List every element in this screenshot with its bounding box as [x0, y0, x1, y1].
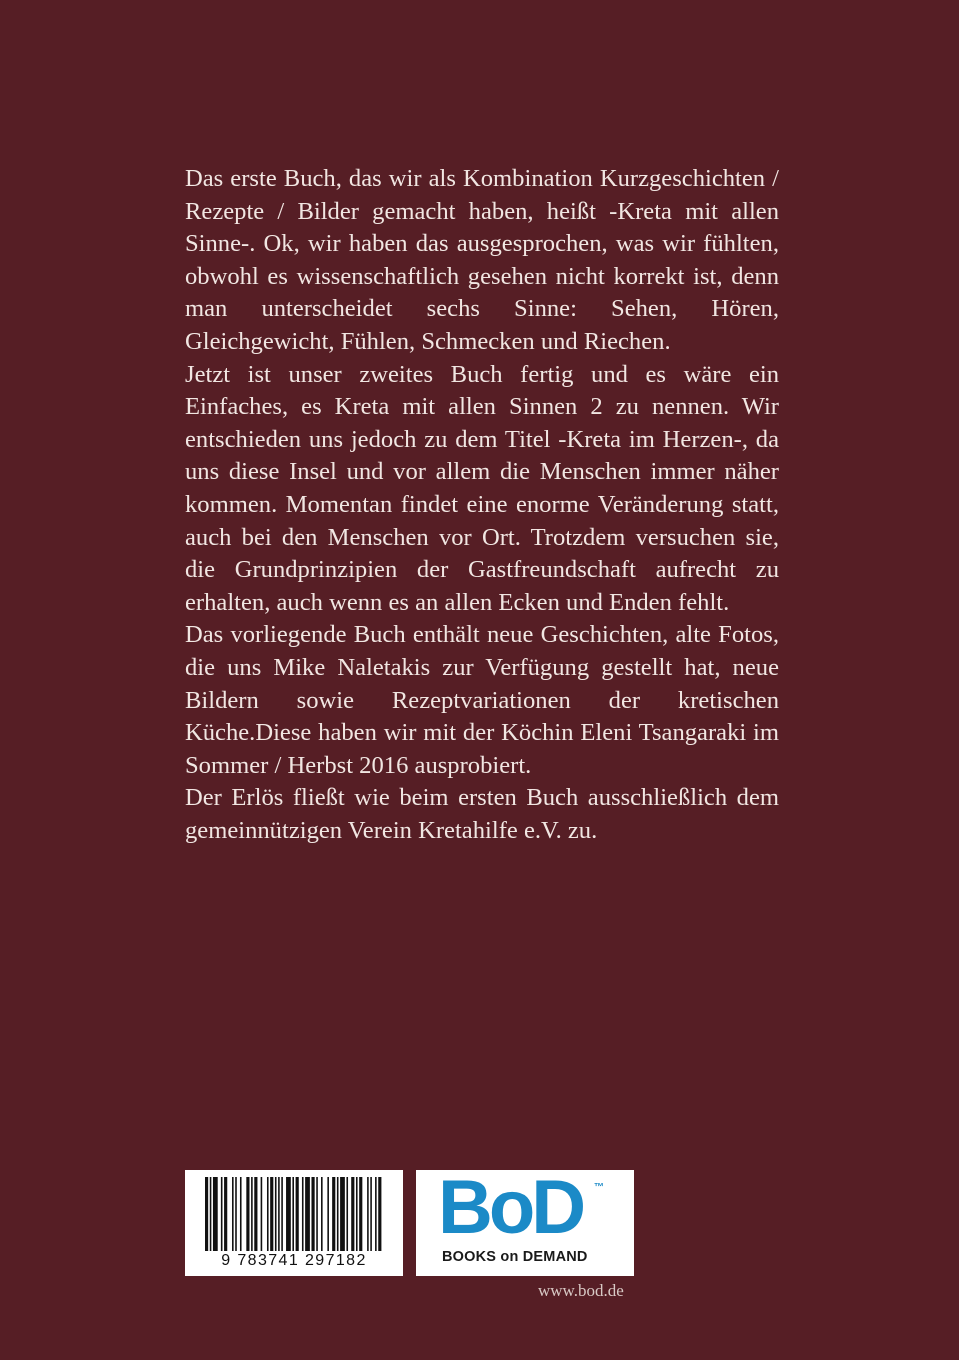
barcode-bar — [210, 1177, 212, 1251]
barcode-bars — [205, 1177, 383, 1251]
barcode-bar — [278, 1177, 280, 1251]
barcode-bar — [240, 1177, 242, 1251]
barcode-bar — [305, 1177, 310, 1251]
back-cover-blurb — [185, 163, 779, 847]
blurb-paragraph-4: Der Erlös fließt wie beim ersten Buch ausschließlich dem gemeinnützigen Verein Kretahilfe e.V. zu. — [185, 784, 779, 844]
publisher-tagline: BOOKS on DEMAND — [442, 1249, 588, 1265]
barcode-bar — [351, 1177, 354, 1251]
barcode-bar — [286, 1177, 291, 1251]
barcode-bar — [370, 1177, 372, 1251]
barcode-bar — [378, 1177, 381, 1251]
barcode-bar — [375, 1177, 377, 1251]
barcode-bar — [346, 1177, 348, 1251]
barcode-bar — [327, 1177, 329, 1251]
barcode-bar — [356, 1177, 358, 1251]
barcode-bar — [340, 1177, 345, 1251]
barcode-bar — [367, 1177, 369, 1251]
bod-logo: BoD — [438, 1165, 583, 1250]
blurb-paragraph-2: Jetzt ist unser zweites Buch fertig und es wäre ein Einfaches, es Kreta mit allen Sinnen 2 zu nennen. Wir entschieden uns jedoch zu dem Titel -Kreta im Herzen-, da uns diese Insel und vor allem die Menschen immer näher kommen. Momentan findet eine enorme Veränderung statt, auch bei den Menschen vor Ort. Trotzdem versuchen sie, die Grundprinzipien der Gastfreundschaft aufrecht zu erhalten, auch wenn es an allen Ecken und Enden fehlt. — [185, 360, 779, 616]
barcode-bar — [235, 1177, 237, 1251]
isbn-barcode — [185, 1170, 403, 1276]
blurb-paragraph-3: Das vorliegende Buch enthält neue Geschichten, alte Fotos, die uns Mike Naletakis zur Verfügung gestellt hat, neue Bildern sowie Rezeptvariationen der kretischen Küche.Diese haben wir mit der Köchin Eleni Tsangaraki im Sommer / Herbst 2016 ausprobiert. — [185, 621, 779, 779]
barcode-bar — [275, 1177, 277, 1251]
barcode-bar — [296, 1177, 299, 1251]
barcode-bar — [337, 1177, 339, 1251]
trademark-mark: ™ — [594, 1182, 604, 1193]
publisher-website: www.bod.de — [538, 1281, 624, 1300]
barcode-bar — [221, 1177, 223, 1251]
barcode-bar — [270, 1177, 273, 1251]
barcode-bar — [261, 1177, 263, 1251]
barcode-bar — [292, 1177, 294, 1251]
barcode-bar — [316, 1177, 318, 1251]
barcode-bar — [311, 1177, 314, 1251]
barcode-bar — [254, 1177, 257, 1251]
barcode-bar — [251, 1177, 253, 1251]
publisher-logo-box — [416, 1165, 634, 1276]
barcode-bar — [205, 1177, 208, 1251]
barcode-bar — [332, 1177, 335, 1251]
barcode-bar — [281, 1177, 283, 1251]
barcode-bar — [267, 1177, 269, 1251]
barcode-bar — [213, 1177, 218, 1251]
barcode-bar — [359, 1177, 362, 1251]
barcode-bar — [321, 1177, 323, 1251]
isbn-number: 9 783741 297182 — [221, 1252, 367, 1269]
barcode-bar — [232, 1177, 234, 1251]
barcode-bar — [224, 1177, 227, 1251]
barcode-bar — [302, 1177, 304, 1251]
barcode-bar — [246, 1177, 249, 1251]
blurb-paragraph-1: Das erste Buch, das wir als Kombination Kurzgeschichten / Rezepte / Bilder gemacht haben, heißt -Kreta mit allen Sinne-. Ok, wir haben das ausgesprochen, was wir fühlten, obwohl es wissenschaftlich gesehen nicht korrekt ist, denn man unterscheidet sechs Sinne: Sehen, Hören, Gleichgewicht, Fühlen, Schmecken und Riechen. — [185, 165, 779, 355]
